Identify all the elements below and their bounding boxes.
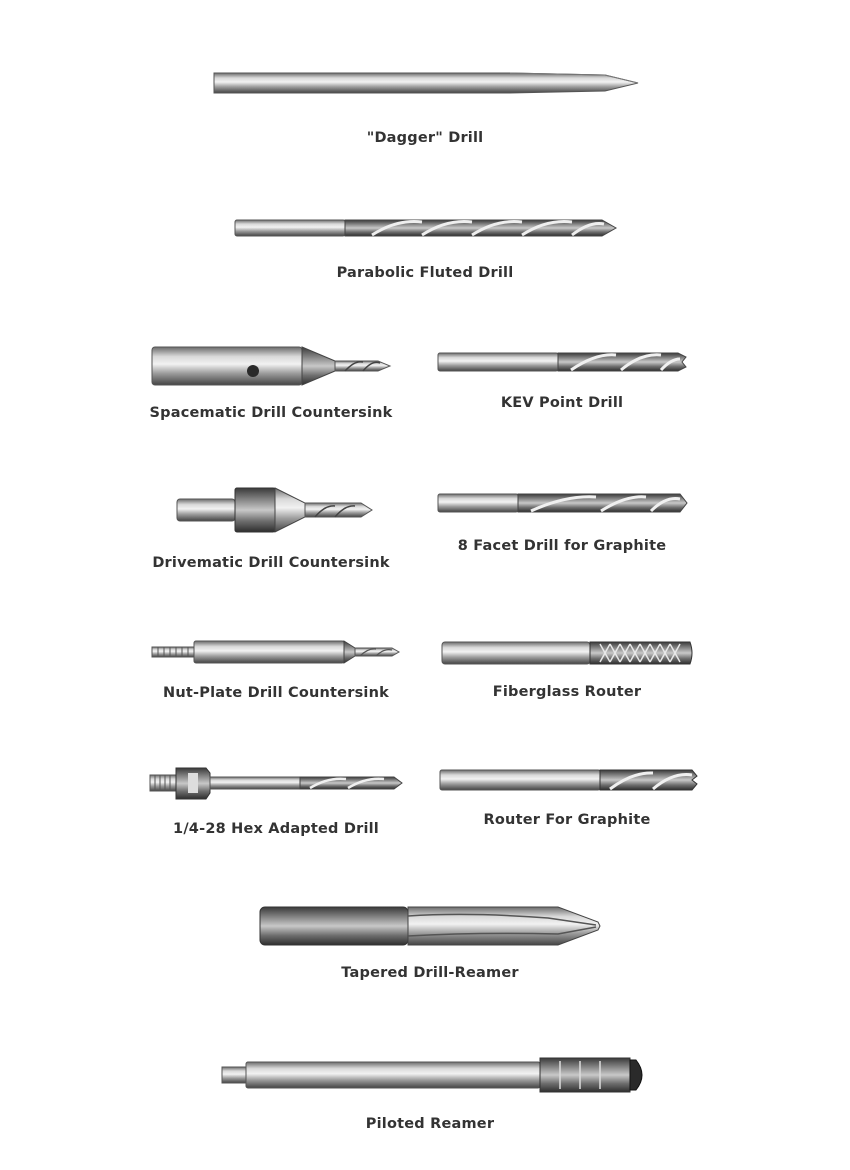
- drivematic-drill-countersink-image: [175, 485, 375, 537]
- tapered-drill-reamer-label: Tapered Drill-Reamer: [341, 965, 519, 981]
- dagger-drill-image: [210, 68, 642, 98]
- piloted-reamer-label: Piloted Reamer: [365, 1116, 495, 1132]
- kev-point-drill-image: [436, 349, 690, 377]
- fiberglass-router-image: [440, 638, 696, 668]
- eight-facet-drill-label: 8 Facet Drill for Graphite: [457, 538, 667, 554]
- nut-plate-drill-countersink-label: Nut-Plate Drill Countersink: [163, 685, 389, 701]
- eight-facet-drill-image: [436, 490, 690, 518]
- piloted-reamer-image: [220, 1055, 650, 1095]
- fiberglass-router-label: Fiberglass Router: [492, 684, 642, 700]
- router-for-graphite-label: Router For Graphite: [483, 812, 651, 828]
- router-for-graphite-image: [438, 766, 700, 796]
- spacematic-drill-countersink-image: [150, 345, 392, 387]
- dagger-drill-label: "Dagger" Drill: [366, 130, 484, 146]
- hex-adapted-drill-label: 1/4-28 Hex Adapted Drill: [173, 821, 379, 837]
- spacematic-drill-countersink-label: Spacematic Drill Countersink: [149, 405, 393, 421]
- nut-plate-drill-countersink-image: [150, 637, 402, 667]
- parabolic-fluted-drill-image: [232, 213, 620, 243]
- parabolic-fluted-drill-label: Parabolic Fluted Drill: [336, 265, 514, 281]
- kev-point-drill-label: KEV Point Drill: [500, 395, 624, 411]
- drivematic-drill-countersink-label: Drivematic Drill Countersink: [152, 555, 390, 571]
- hex-adapted-drill-image: [148, 765, 406, 803]
- tapered-drill-reamer-image: [258, 904, 604, 948]
